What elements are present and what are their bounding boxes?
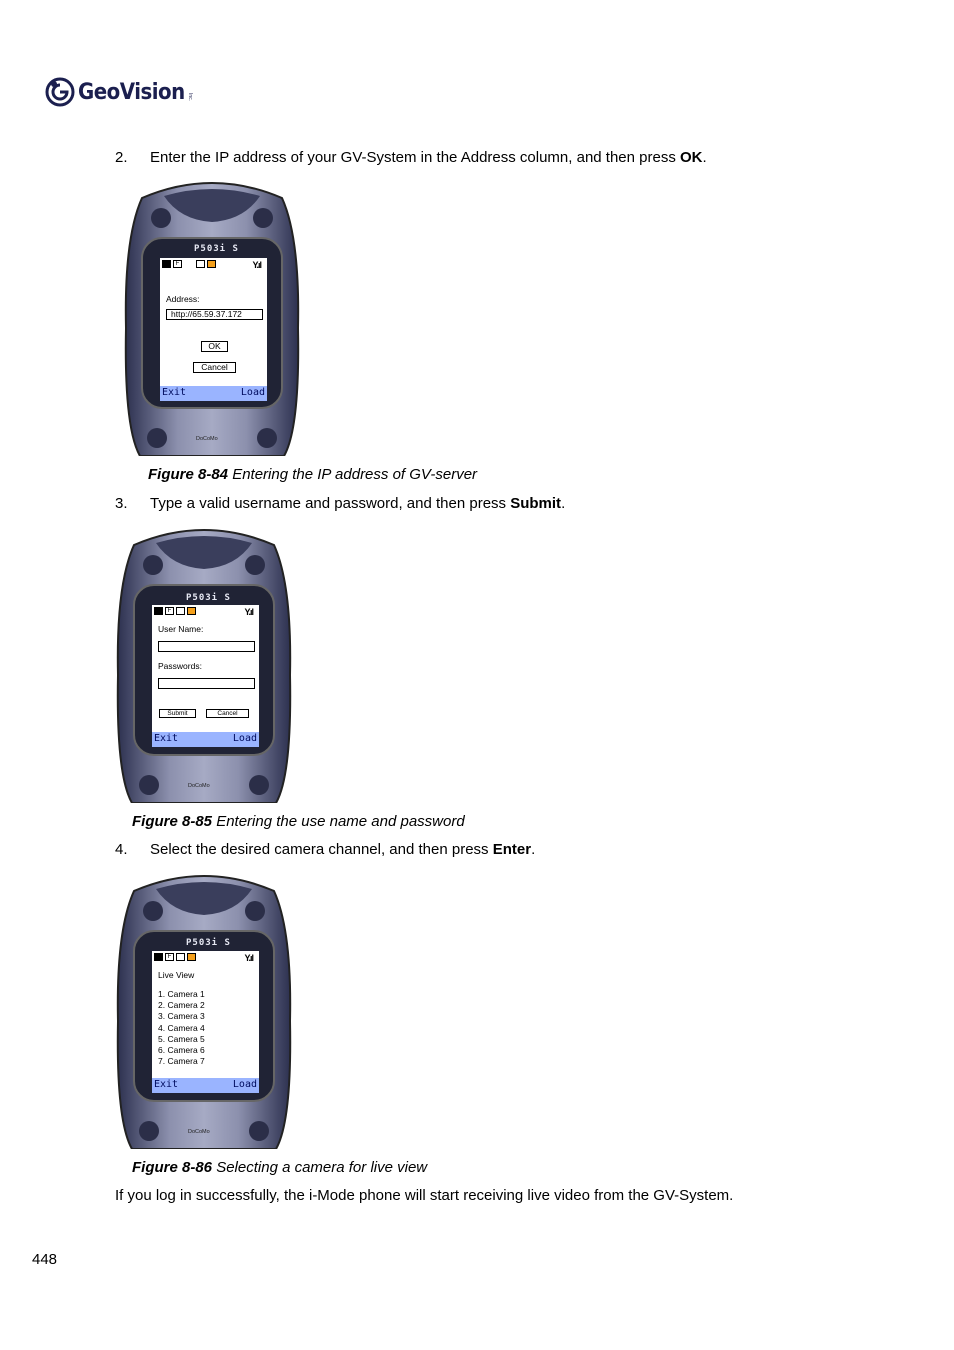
step-text: Enter the IP address of your GV-System in the Address column, and then press OK. bbox=[150, 149, 707, 166]
status-bar bbox=[152, 951, 259, 963]
softkey-bar bbox=[152, 732, 259, 747]
camera-item[interactable]: 7. Camera 7 bbox=[158, 1056, 205, 1067]
battery-icon bbox=[162, 260, 171, 268]
camera-item[interactable]: 4. Camera 4 bbox=[158, 1022, 205, 1033]
softkey-load[interactable]: Load bbox=[240, 387, 265, 398]
step-number: 3. bbox=[115, 495, 128, 512]
camera-item[interactable]: 1. Camera 1 bbox=[158, 989, 205, 999]
figure-caption: Figure 8-84 Entering the IP address of GV-server bbox=[148, 466, 478, 483]
softkey-load[interactable]: Load bbox=[232, 1079, 257, 1090]
password-input[interactable] bbox=[158, 678, 255, 689]
username-input[interactable] bbox=[158, 641, 255, 652]
phone-maker: DoCoMo bbox=[188, 1129, 210, 1135]
camera-item[interactable]: 5. Camera 5 bbox=[158, 1033, 205, 1044]
step-number: 2. bbox=[115, 149, 128, 166]
brand-suffix: Inc. bbox=[186, 92, 193, 102]
step-text: Select the desired camera channel, and then press Enter. bbox=[150, 841, 536, 858]
status-bar bbox=[160, 258, 267, 270]
geovision-logo bbox=[45, 74, 193, 110]
step-number: 4. bbox=[115, 841, 128, 858]
status-f-icon: F bbox=[165, 953, 174, 961]
camera-list bbox=[158, 989, 205, 1067]
status-f-icon: F bbox=[165, 607, 174, 615]
softkey-exit[interactable]: Exit bbox=[154, 733, 179, 744]
notice-icon bbox=[207, 260, 216, 268]
live-view-title: Live View bbox=[158, 970, 195, 980]
mail-icon bbox=[176, 607, 185, 615]
softkey-bar bbox=[160, 386, 267, 401]
camera-item[interactable]: 3. Camera 3 bbox=[158, 1011, 205, 1022]
phone-screen bbox=[152, 951, 259, 1093]
page-number: 448 bbox=[32, 1251, 58, 1268]
camera-item[interactable]: 6. Camera 6 bbox=[158, 1045, 205, 1056]
softkey-exit[interactable]: Exit bbox=[154, 1079, 179, 1090]
geovision-logo-icon bbox=[45, 77, 75, 107]
ok-button[interactable]: OK bbox=[201, 341, 228, 352]
phone-model: P503i S bbox=[186, 593, 231, 603]
cancel-button[interactable]: Cancel bbox=[206, 709, 249, 718]
submit-button[interactable]: Submit bbox=[159, 709, 196, 718]
address-label: Address: bbox=[166, 294, 200, 304]
softkey-exit[interactable]: Exit bbox=[162, 387, 187, 398]
phone-maker: DoCoMo bbox=[196, 436, 218, 442]
phone-image-address bbox=[124, 178, 300, 456]
brand-name: GeoVision bbox=[78, 79, 185, 105]
phone-screen bbox=[160, 258, 267, 401]
phone-image-login bbox=[116, 525, 292, 803]
softkey-bar bbox=[152, 1078, 259, 1093]
cancel-button[interactable]: Cancel bbox=[193, 362, 236, 373]
step-2 bbox=[115, 149, 815, 169]
notice-icon bbox=[187, 607, 196, 615]
address-input[interactable]: http://65.59.37.172 bbox=[166, 309, 263, 320]
battery-icon bbox=[154, 953, 163, 961]
username-label: User Name: bbox=[158, 624, 204, 634]
signal-icon: Y.ıl bbox=[252, 260, 261, 270]
status-bar bbox=[152, 605, 259, 617]
mail-icon bbox=[176, 953, 185, 961]
phone-maker: DoCoMo bbox=[188, 783, 210, 789]
signal-icon: Y.ıl bbox=[244, 607, 253, 617]
notice-icon bbox=[187, 953, 196, 961]
softkey-load[interactable]: Load bbox=[232, 733, 257, 744]
figure-caption: Figure 8-86 Selecting a camera for live view bbox=[132, 1159, 428, 1176]
phone-image-live-view bbox=[116, 871, 292, 1149]
phone-model: P503i S bbox=[194, 244, 239, 254]
battery-icon bbox=[154, 607, 163, 615]
status-f-icon: F bbox=[173, 260, 182, 268]
figure-caption: Figure 8-85 Entering the use name and password bbox=[132, 813, 465, 830]
conclusion-paragraph: If you log in successfully, the i-Mode phone will start receiving live video from the GV-System. bbox=[115, 1187, 734, 1204]
phone-model: P503i S bbox=[186, 938, 231, 948]
step-3 bbox=[115, 495, 815, 515]
camera-item[interactable]: 2. Camera 2 bbox=[158, 1000, 205, 1011]
password-label: Passwords: bbox=[158, 661, 202, 671]
mail-icon bbox=[196, 260, 205, 268]
signal-icon: Y.ıl bbox=[244, 953, 253, 963]
phone-screen bbox=[152, 605, 259, 747]
step-text: Type a valid username and password, and then press Submit. bbox=[150, 495, 566, 512]
step-4 bbox=[115, 841, 815, 861]
